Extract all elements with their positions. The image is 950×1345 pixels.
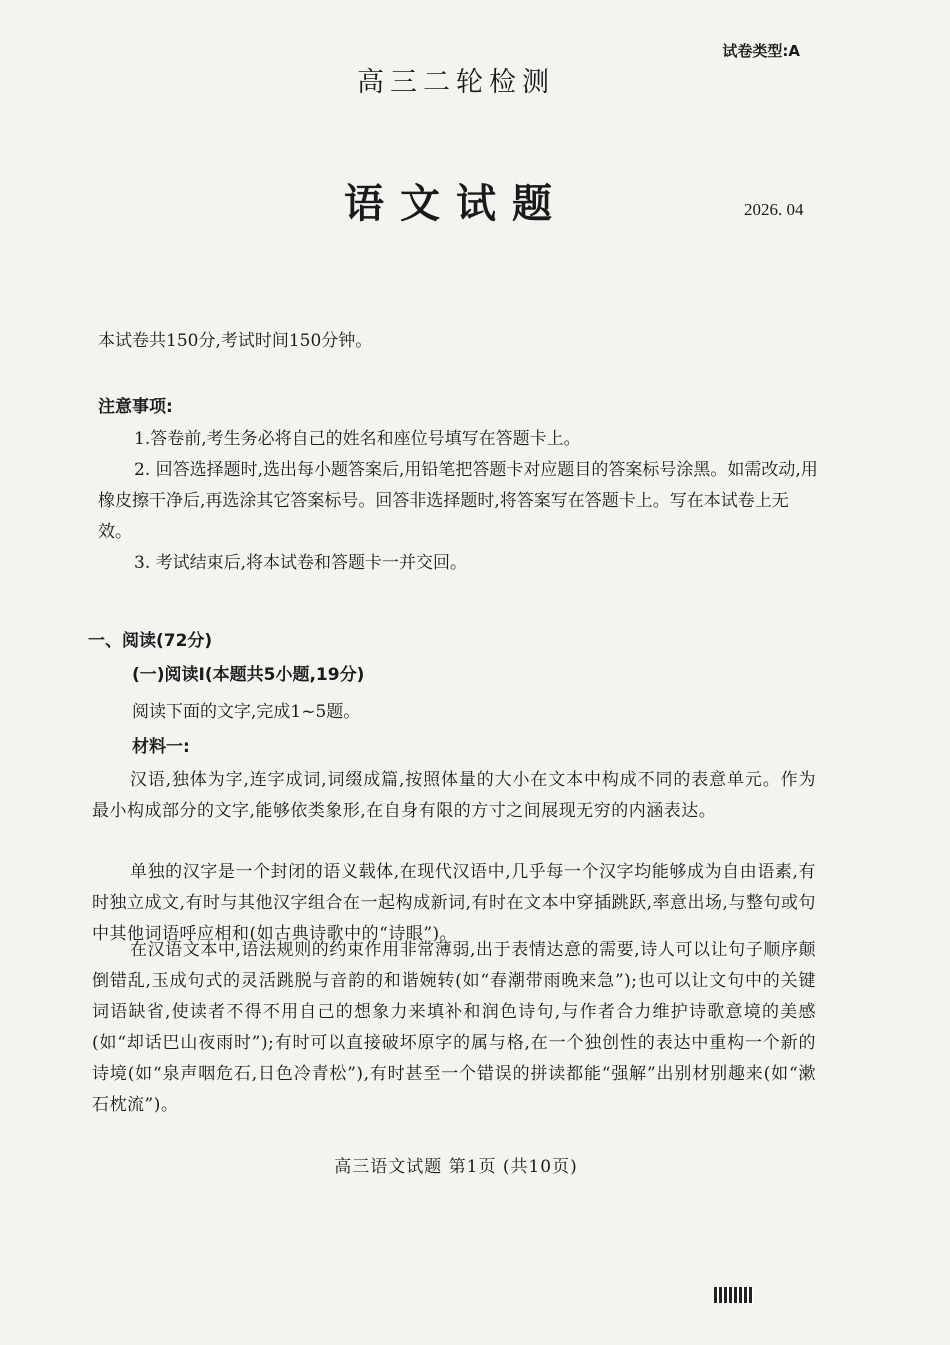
material-paragraph: 在汉语文本中,语法规则的约束作用非常薄弱,出于表情达意的需要,诗人可以让句子顺序颠倒错乱,玉成句式的灵活跳脱与音韵的和谐婉转(如“春潮带雨晚来急”);也可以让文句中的关键词语缺省,使读者不得不用自己的想象力来填补和润色诗句,与作者合力维护诗歌意境的美感(如“却话巴山夜雨时”);有时可以直接破坏原字的属与格,在一个独创性的表达中重构一个新的诗境(如“泉声咽危石,日色冷青松”),有时甚至一个错误的拼读都能“强解”出别材别趣来(如“漱石枕流”)。	[92, 940, 816, 1115]
notice-item: 1.答卷前,考生务必将自己的姓名和座位号填写在答题卡上。	[134, 429, 581, 449]
exam-name: 高三二轮检测	[357, 67, 555, 98]
reading-instruction: 阅读下面的文字,完成1~5题。	[132, 702, 361, 722]
exam-date: 2026. 04	[744, 200, 804, 219]
material-paragraph: 单独的汉字是一个封闭的语义载体,在现代汉语中,几乎每一个汉字均能够成为自由语素,有时独立成文,有时与其他汉字组合在一起构成新词,有时在文本中穿插跳跃,率意出场,与整句或句中其他词语呼应相和(如古典诗歌中的“诗眼”)。	[92, 862, 816, 944]
notice-title: 注意事项:	[98, 397, 173, 417]
material-paragraph: 汉语,独体为字,连字成词,词缀成篇,按照体量的大小在文本中构成不同的表意单元。作为最小构成部分的文字,能够依类象形,在自身有限的方寸之间展现无穷的内涵表达。	[92, 770, 816, 821]
subject-title: 语文试题	[344, 180, 568, 227]
page-footer: 高三语文试题 第1页 (共10页)	[334, 1157, 578, 1177]
subsection-title: (一)阅读Ⅰ(本题共5小题,19分)	[132, 665, 365, 685]
notice-item: 3. 考试结束后,将本试卷和答题卡一并交回。	[134, 553, 468, 573]
notice-item: 2. 回答选择题时,选出每小题答案后,用铅笔把答题卡对应题目的答案标号涂黑。如需改动,用橡皮擦干净后,再选涂其它答案标号。回答非选择题时,将答案写在答题卡上。写在本试卷上无效。	[98, 460, 818, 542]
exam-intro: 本试卷共150分,考试时间150分钟。	[98, 331, 373, 351]
qr-code-icon	[714, 1287, 754, 1303]
section-title: 一、阅读(72分)	[88, 631, 213, 651]
material-label: 材料一:	[132, 737, 190, 757]
paper-type-label: 试卷类型:A	[722, 42, 800, 60]
